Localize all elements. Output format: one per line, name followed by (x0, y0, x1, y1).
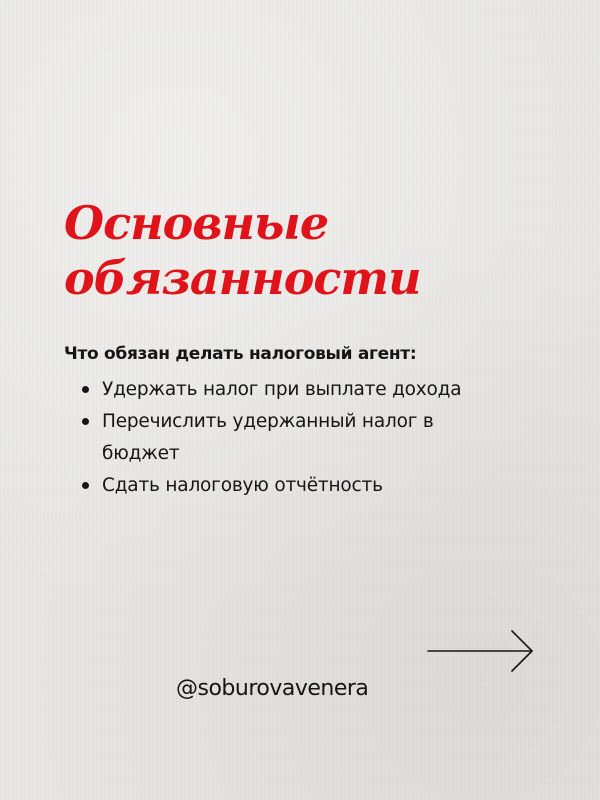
bullet-icon (82, 386, 89, 393)
list-item (80, 374, 520, 406)
list-item (80, 470, 520, 502)
list-item-text: Перечислить удержанный налог в (102, 411, 434, 432)
bullet-icon (82, 482, 89, 489)
list-item-text-continued: бюджет (102, 443, 180, 464)
arrow-right-icon[interactable] (426, 628, 536, 674)
slide-title-line-2: обязанности (64, 251, 421, 305)
list-item (80, 406, 520, 470)
list-item-text: Сдать налоговую отчётность (102, 475, 383, 496)
list-item-text: Удержать налог при выплате дохода (102, 379, 462, 400)
duty-list (80, 374, 520, 502)
author-handle: @soburovavenera (176, 676, 369, 701)
bullet-icon (82, 418, 89, 425)
slide-title-line-1: Основные (64, 196, 329, 250)
slide-title (64, 196, 421, 306)
list-intro: Что обязан делать налоговый агент: (64, 344, 417, 364)
